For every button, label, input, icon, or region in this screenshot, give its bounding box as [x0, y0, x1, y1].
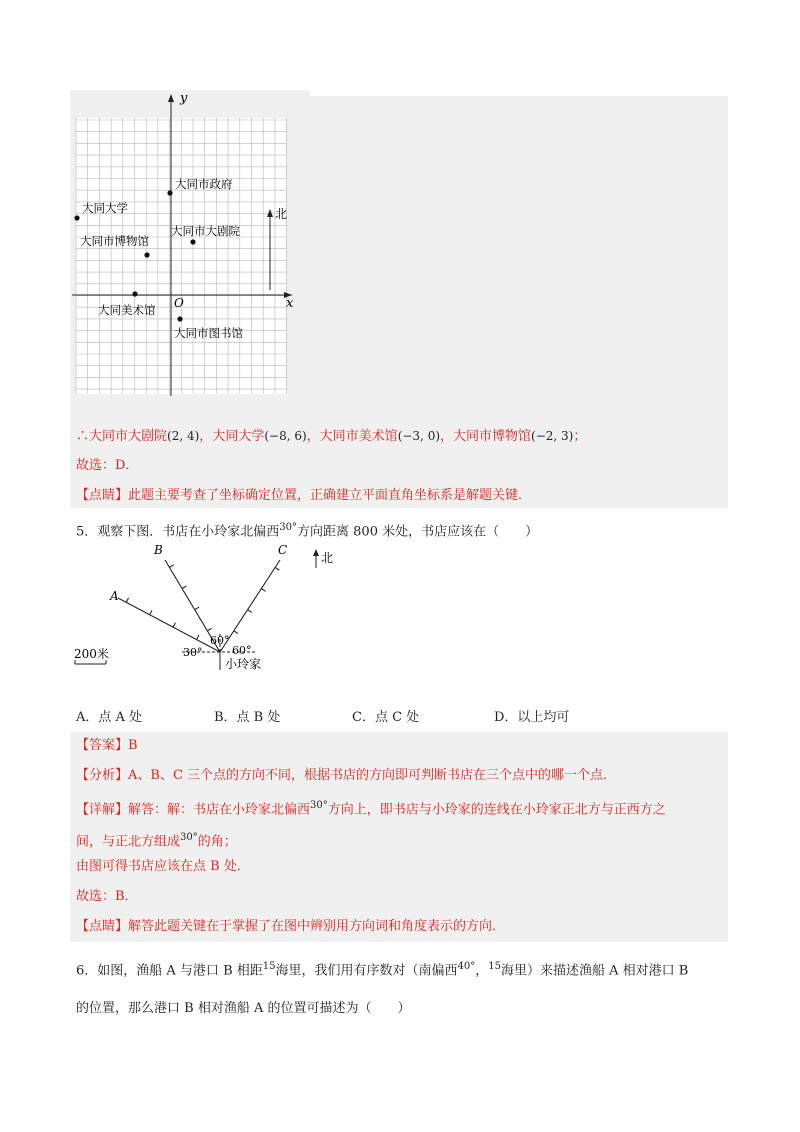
point-label-university: 大同大学	[82, 201, 128, 215]
point-label-city-government: 大同市政府	[175, 177, 233, 191]
direction-figure	[70, 540, 350, 680]
tick-mark	[150, 610, 152, 614]
tick-mark	[169, 565, 173, 568]
tick-mark	[261, 589, 265, 592]
q5-stem: 5．观察下图．书店在小玲家北偏西$^{30^\circ}$方向距离 800 米处，书店应该在（ ）	[76, 522, 539, 540]
q5-detail-line3: 由图可得书店应该在点 B 处．	[76, 859, 250, 874]
angle-60-left-label: 60°	[210, 634, 230, 647]
tick-mark	[248, 610, 252, 613]
origin-label: O	[174, 296, 184, 310]
point-label-museum: 大同市博物馆	[80, 234, 149, 248]
option-d: D．以上均可	[494, 710, 570, 725]
q4-conclusion: ∴大同市大剧院(2, 4)，大同大学(−8, 6)，大同市美术馆(−3, 0)，大同市博物馆(−2, 3)；	[76, 429, 587, 444]
point-c-label: C	[278, 543, 288, 557]
tick-mark	[275, 567, 279, 570]
home-label: 小玲家	[225, 657, 262, 671]
tick-mark	[197, 635, 199, 639]
angle-30-label: 30°	[183, 646, 203, 659]
scale-label: 200米	[74, 647, 109, 661]
point-b-label: B	[154, 543, 163, 557]
q5-choose: 故选：B．	[76, 889, 138, 904]
tick-mark	[173, 623, 175, 627]
q6-stem-line2: 的位置，那么港口 B 相对渔船 A 的位置可描述为（ ）	[76, 1001, 411, 1016]
x-axis-label: x	[286, 296, 294, 311]
point-label-library: 大同市图书馆	[174, 326, 243, 340]
q5-detail-line1: 【详解】解答：解：书店在小玲家北偏西$^{30^\circ}$方向上，即书店与小玲家的连线在小玲家正北方与正西方之	[76, 800, 666, 818]
q5-answer: 【答案】B	[76, 738, 138, 753]
q6-stem-line1: 6．如图，渔船 A 与港口 B 相距$^{15}$海里，我们用有序数对（南偏西$^{40^\circ}$，$^{15}$海里）来描述渔船 A 相对港口 B	[76, 961, 689, 979]
point-label-theater: 大同市大剧院	[171, 224, 240, 238]
point-a-label: A	[110, 589, 119, 603]
q4-choose: 故选：D．	[76, 458, 139, 473]
q5-analysis: 【分析】A、B、C 三个点的方向不同，根据书店的方向即可判断书店在三个点中的哪一个点．	[76, 768, 617, 783]
tick-mark	[207, 628, 211, 631]
tick-mark	[182, 586, 186, 589]
y-axis-label: y	[180, 91, 188, 106]
option-b: B．点 B 处	[214, 710, 281, 725]
ray-a	[118, 598, 220, 652]
north-label: 北	[321, 551, 334, 565]
q5-detail-line2: 间，与正北方组成$^{30^\circ}$的角；	[76, 832, 237, 850]
option-a: A．点 A 处	[76, 710, 143, 725]
angle-60-right-label: 60°	[232, 644, 252, 657]
q5-comment: 【点睛】解答此题关键在于掌握了在图中辨别用方向词和角度表示的方向．	[76, 919, 506, 934]
tick-mark	[126, 598, 128, 602]
q4-comment: 【点睛】此题主要考查了坐标确定位置，正确建立平面直角坐标系是解题关键．	[76, 488, 532, 503]
coordinate-grid-figure	[70, 90, 310, 400]
north-label: 北	[275, 207, 288, 221]
tick-mark	[195, 607, 199, 610]
point-label-art-museum: 大同美术馆	[98, 303, 156, 317]
option-c: C．点 C 处	[352, 710, 420, 725]
tick-mark	[234, 631, 238, 634]
